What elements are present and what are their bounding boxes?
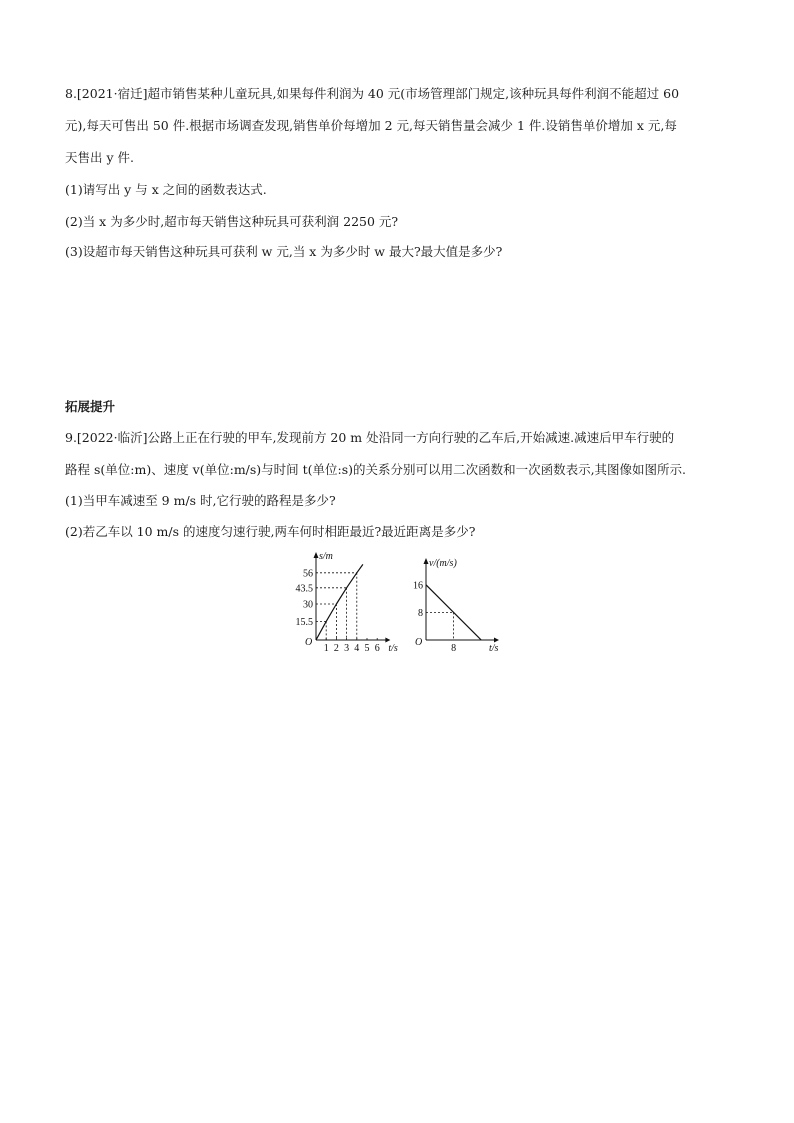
y-tick-label-8: 8 (418, 607, 423, 619)
x-axis-arrow (494, 638, 499, 643)
origin-label: O (415, 637, 423, 648)
q8-line-3: 天售出 y 件. (65, 150, 134, 165)
x-tick-label-5: 5 (364, 643, 370, 654)
y-tick-label-30: 30 (303, 599, 313, 611)
y-axis-arrow (424, 558, 429, 564)
velocity-time-chart-svg (405, 556, 515, 656)
x-tick-label-8: 8 (451, 643, 457, 654)
y-tick-label-15.5: 15.5 (295, 616, 313, 628)
velocity-time-chart (405, 556, 515, 656)
x-tick-label-1: 1 (323, 643, 329, 654)
y-axis-arrow (314, 552, 319, 558)
q9-sub-1: (1)当甲车减速至 9 m/s 时,它行驶的路程是多少? (65, 493, 336, 508)
q9-line-2: 路程 s(单位:m)、速度 v(单位:m/s)与时间 t(单位:s)的关系分别可以用二次函数和一次函数表示,其图像如图所示. (65, 462, 687, 477)
y-tick-label-16: 16 (413, 580, 423, 592)
x-tick-label-4: 4 (354, 643, 360, 654)
q8-sub-3: (3)设超市每天销售这种玩具可获利 w 元,当 x 为多少时 w 最大?最大值是多少? (65, 244, 503, 259)
y-tick-label-56: 56 (303, 568, 313, 580)
distance-time-chart-svg (280, 550, 400, 658)
x-axis-label: t/s (388, 643, 398, 654)
y-axis-label: v/(m/s) (429, 558, 457, 569)
q9-sub-2: (2)若乙车以 10 m/s 的速度匀速行驶,两车何时相距最近?最近距离是多少? (65, 524, 476, 539)
x-tick-label-6: 6 (374, 643, 380, 654)
q8-line-1: 8.[2021·宿迁]超市销售某种儿童玩具,如果每件利润为 40 元(市场管理部门规定,该种玩具每件利润不能超过 60 (65, 86, 680, 101)
x-axis-label: t/s (489, 643, 499, 654)
x-axis-arrow (385, 638, 390, 643)
q8-sub-2: (2)当 x 为多少时,超市每天销售这种玩具可获利润 2250 元? (65, 214, 399, 229)
origin-label: O (305, 637, 313, 648)
distance-curve (316, 564, 363, 640)
x-tick-label-2: 2 (333, 643, 339, 654)
distance-time-chart (280, 550, 400, 658)
q8-sub-1: (1)请写出 y 与 x 之间的函数表达式. (65, 182, 267, 197)
q8-line-2: 元),每天可售出 50 件.根据市场调查发现,销售单价每增加 2 元,每天销售量会减少 1 件.设销售单价增加 x 元,每 (65, 118, 677, 133)
section-heading: 拓展提升 (65, 399, 116, 414)
q9-line-1: 9.[2022·临沂]公路上正在行驶的甲车,发现前方 20 m 处沿同一方向行驶的乙车后,开始减速.减速后甲车行驶的 (65, 430, 675, 445)
y-axis-label: s/m (319, 551, 333, 562)
x-tick-label-3: 3 (344, 643, 350, 654)
y-tick-label-43.5: 43.5 (295, 583, 313, 595)
